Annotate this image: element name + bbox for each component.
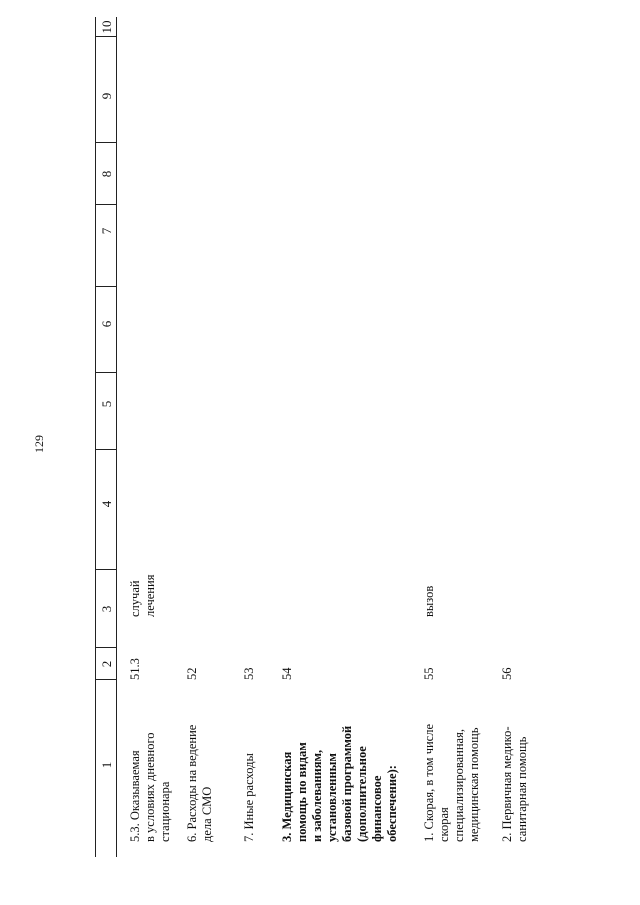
row-name: 7. Иные расходы [242,753,256,842]
row-code: 51.3 [128,658,142,680]
col-header-3: 3 [99,605,114,613]
col-header-5: 5 [99,400,114,408]
col-header-1: 1 [99,761,114,769]
row-name: 3. Медицинская помощь по видам и заболеваниям, установленным базовой программой (дополнительное финансовое обеспечение): [280,725,399,842]
col-header-4: 4 [99,500,114,508]
col-header-2: 2 [99,660,114,668]
col-sep [95,569,117,570]
row-name: 6. Расходы на ведение дела СМО [185,724,214,842]
row-code: 54 [280,667,294,680]
col-header-8: 8 [99,170,114,178]
page-number: 129 [32,435,46,453]
col-header-7: 7 [99,227,114,235]
col-sep [95,204,117,205]
row-name: 2. Первичная медико- санитарная помощь [500,726,529,842]
row-code: 55 [422,667,436,680]
row-unit: вызов [422,585,436,617]
row-code: 52 [185,667,199,680]
header-bottom-rule [116,17,117,857]
header-top-rule [95,17,96,857]
row-name: 1. Скорая, в том числе скорая специализированная, медицинская помощь [422,723,481,842]
col-sep [95,449,117,450]
row-unit: случай лечения [128,574,157,617]
col-sep [95,372,117,373]
col-sep [95,142,117,143]
col-header-6: 6 [99,320,114,328]
row-code: 53 [242,667,256,680]
col-header-10: 10 [99,20,114,34]
row-name: 5.3. Оказываемая в условиях дневного стационара [128,732,172,842]
col-header-9: 9 [99,92,114,100]
col-sep [95,286,117,287]
row-code: 56 [500,667,514,680]
